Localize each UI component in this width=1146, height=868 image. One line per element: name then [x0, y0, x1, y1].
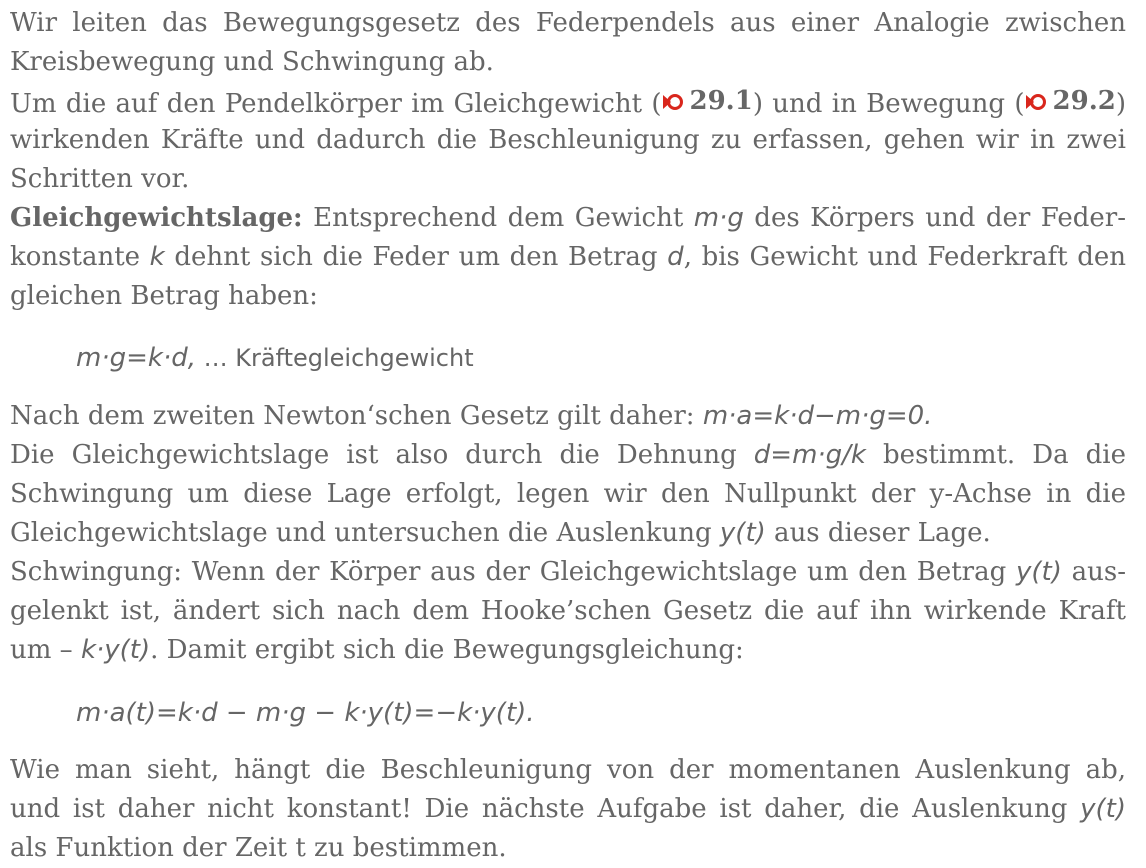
equation-label: … Kräftegleichgewicht — [195, 344, 474, 372]
text-line — [10, 199, 1126, 238]
equation-line — [76, 694, 535, 733]
text-span: Gleichgewichtslage und untersuchen die Auslenkung — [10, 518, 720, 548]
text-line — [10, 397, 1126, 436]
equilibrium-line-3: gleichen Betrag haben: — [10, 281, 318, 311]
text-span: dehnt sich die Feder um den Betrag — [164, 242, 668, 272]
text-span: aus- — [1061, 557, 1127, 587]
text-span: Die Gleichgewichtslage ist also durch die Dehnung — [10, 440, 754, 470]
math-expression: m·g — [693, 203, 744, 233]
text-line — [10, 829, 1126, 868]
text-line — [10, 514, 1126, 553]
text-line — [10, 82, 1126, 121]
math-expression: y(t) — [719, 518, 766, 548]
text-span: des Körpers und der Feder- — [743, 203, 1126, 233]
text-span: . Damit ergibt sich die Bewegungsgleichung: — [150, 635, 744, 665]
text-span: bestimmt. Da die — [865, 440, 1126, 470]
equation-line — [76, 339, 474, 378]
text-span: um – — [10, 635, 81, 665]
text-line — [10, 121, 1126, 160]
conclusion-line-3: als Funktion der Zeit t zu bestimmen. — [10, 833, 507, 863]
steps-line-1 — [10, 86, 1127, 119]
equation-expression: m·g=k·d, — [76, 343, 196, 373]
text-span: , bis Gewicht und Federkraft den — [683, 242, 1126, 272]
text-line — [10, 160, 1126, 199]
oscillation-line-2: gelenkt ist, ändert sich nach dem Hooke’schen Gesetz die auf ihn wirkende Kraft — [10, 596, 1126, 626]
equation-expression: m·a(t)=k·d − m·g − k·y(t)=−k·y(t). — [76, 698, 535, 728]
arrow-circle-icon — [1025, 92, 1049, 112]
math-expression: m·a=k·d−m·g=0. — [702, 401, 933, 431]
intro-line-2: Kreisbewegung und Schwingung ab. — [10, 47, 494, 77]
arrow-circle-icon — [662, 92, 686, 112]
text-span: Um die auf den Pendelkörper im Gleichgewicht ( — [10, 88, 662, 119]
text-span: Entsprechend dem Gewicht — [302, 203, 694, 233]
math-expression: y(t) — [1080, 794, 1126, 824]
math-symbol: d — [667, 242, 684, 272]
text-span: konstante — [10, 242, 150, 272]
text-span: ) und in Bewegung ( — [752, 88, 1025, 119]
figure-reference-link[interactable] — [662, 82, 753, 121]
text-line — [10, 553, 1126, 592]
text-line — [10, 751, 1126, 790]
math-expression: y(t) — [1016, 557, 1062, 587]
text-line — [10, 238, 1126, 277]
figure-reference-number: 29.2 — [1052, 86, 1116, 116]
position-line-2: Schwingung um diese Lage erfolgt, legen wir den Nullpunkt der y-Achse in die — [10, 479, 1126, 509]
math-symbol: k — [149, 242, 165, 272]
text-line — [10, 592, 1126, 631]
steps-line-3: Schritten vor. — [10, 164, 190, 194]
text-span: und ist daher nicht konstant! Die nächste Aufgabe ist daher, die Auslenkung — [10, 794, 1081, 824]
math-expression: k·y(t) — [80, 635, 151, 665]
text-line — [10, 277, 1126, 316]
text-span: Schwingung: Wenn der Körper aus der Gleichgewichtslage um den Betrag — [10, 557, 1017, 587]
steps-line-2: wirkenden Kräfte und dadurch die Beschleunigung zu erfassen, gehen wir in zwei — [10, 125, 1126, 155]
figure-reference-link[interactable] — [1025, 82, 1116, 121]
math-expression: d=m·g/k — [753, 440, 866, 470]
text-line — [10, 436, 1126, 475]
conclusion-line-1: Wie man sieht, hängt die Beschleunigung von der momentanen Auslenkung ab, — [10, 755, 1126, 785]
text-line — [10, 43, 1126, 82]
text-span: aus dieser Lage. — [765, 518, 991, 548]
text-line — [10, 4, 1126, 43]
newton-text: Nach dem zweiten Newton‘schen Gesetz gilt daher: — [10, 401, 703, 431]
figure-reference-number: 29.1 — [689, 86, 753, 116]
text-line — [10, 631, 1126, 670]
text-span: ) — [1115, 88, 1127, 119]
intro-line-1: Wir leiten das Bewegungsgesetz des Federpendels aus einer Analogie zwischen — [10, 8, 1126, 38]
section-heading: Gleichgewichtslage: — [10, 203, 303, 233]
text-line — [10, 475, 1126, 514]
text-line — [10, 790, 1126, 829]
